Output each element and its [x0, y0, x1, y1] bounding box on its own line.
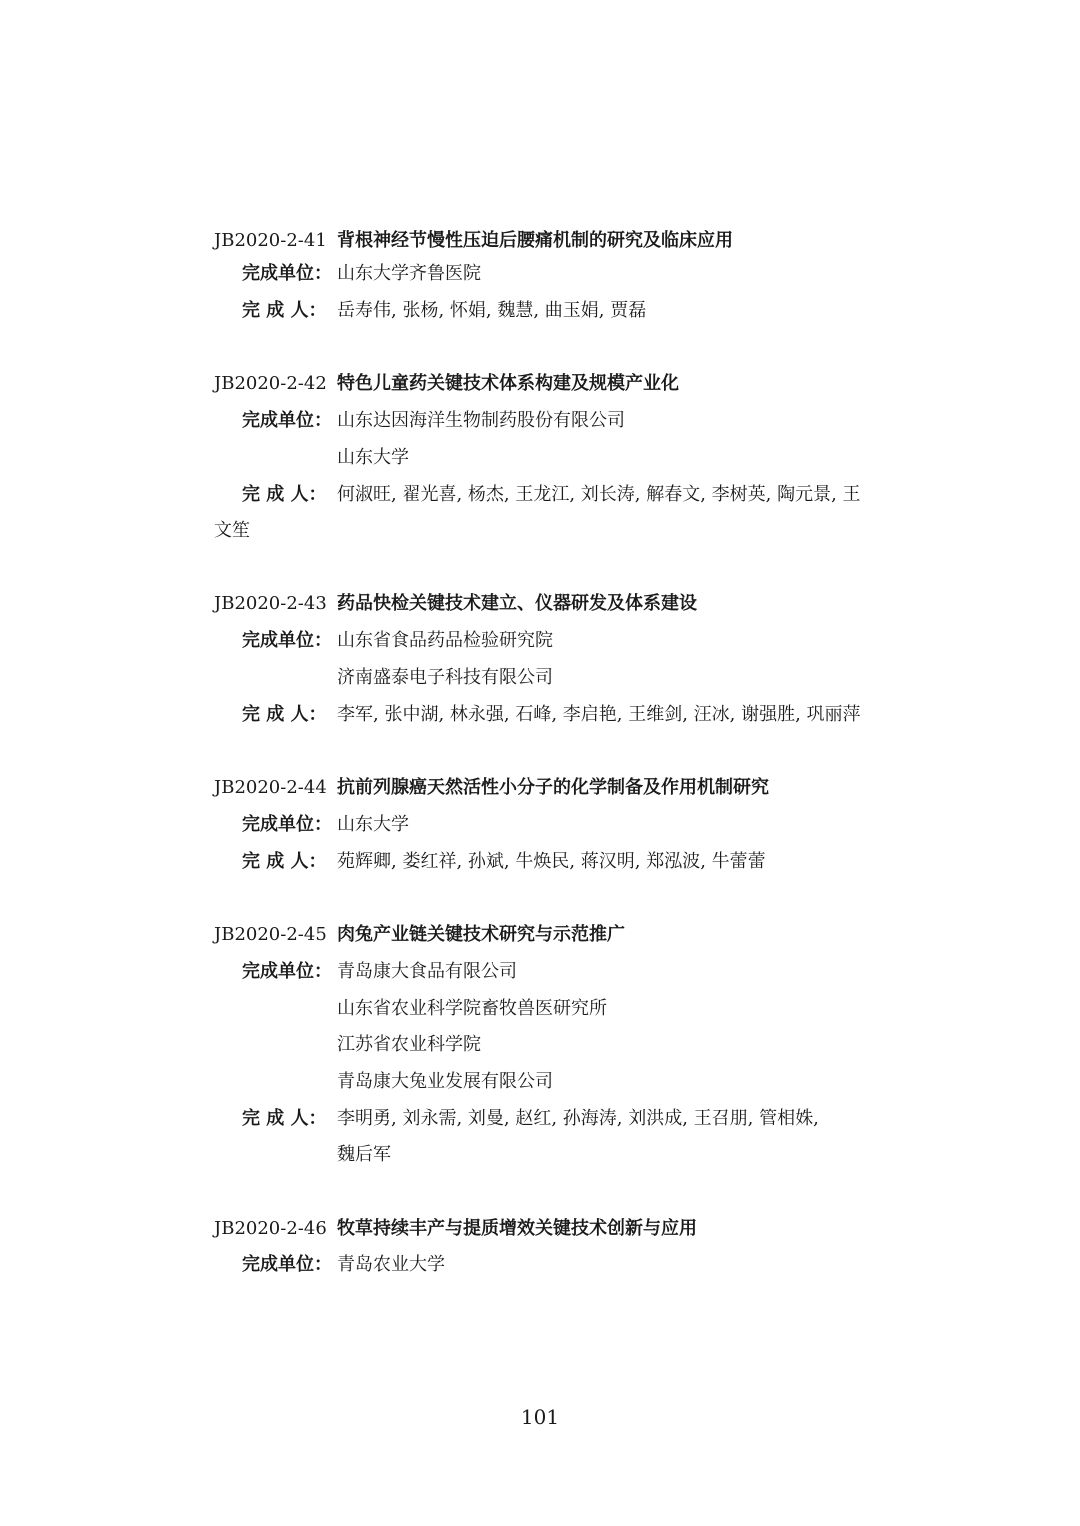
- unit-name: 山东大学: [337, 447, 409, 468]
- project-title: 特色儿童药关键技术体系构建及规模产业化: [337, 373, 679, 394]
- project-title: 牧草持续丰产与提质增效关键技术创新与应用: [337, 1218, 697, 1239]
- unit-name: 山东省食品药品检验研究院: [337, 630, 553, 651]
- project-code: JB2020-2-41: [214, 230, 327, 251]
- unit-name: 青岛农业大学: [337, 1254, 445, 1275]
- project-code: JB2020-2-45: [214, 924, 327, 945]
- people-label: 完 成 人：: [242, 851, 327, 872]
- people-list-continued: 魏后军: [337, 1144, 391, 1165]
- unit-name: 山东大学: [337, 814, 409, 835]
- unit-label: 完成单位：: [242, 814, 332, 835]
- project-code: JB2020-2-44: [214, 777, 327, 798]
- unit-name: 济南盛泰电子科技有限公司: [337, 667, 553, 688]
- unit-label: 完成单位：: [242, 263, 332, 284]
- unit-label: 完成单位：: [242, 410, 332, 431]
- project-title: 背根神经节慢性压迫后腰痛机制的研究及临床应用: [337, 230, 733, 251]
- people-label: 完 成 人：: [242, 704, 327, 725]
- people-list: 岳寿伟, 张杨, 怀娟, 魏慧, 曲玉娟, 贾磊: [337, 300, 647, 321]
- project-code: JB2020-2-43: [214, 593, 327, 614]
- unit-name: 青岛康大兔业发展有限公司: [337, 1071, 553, 1092]
- people-list: 何淑旺, 翟光喜, 杨杰, 王龙江, 刘长涛, 解春文, 李树英, 陶元景, 王: [337, 484, 861, 505]
- unit-name: 山东达因海洋生物制药股份有限公司: [337, 410, 625, 431]
- people-label: 完 成 人：: [242, 484, 327, 505]
- unit-name: 青岛康大食品有限公司: [337, 961, 517, 982]
- project-title: 药品快检关键技术建立、仪器研发及体系建设: [337, 593, 697, 614]
- project-title: 肉兔产业链关键技术研究与示范推广: [337, 924, 625, 945]
- unit-name: 江苏省农业科学院: [337, 1034, 481, 1055]
- people-label: 完 成 人：: [242, 300, 327, 321]
- people-list: 苑辉卿, 娄红祥, 孙斌, 牛焕民, 蒋汉明, 郑泓波, 牛蕾蕾: [337, 851, 766, 872]
- people-list: 李军, 张中湖, 林永强, 石峰, 李启艳, 王维剑, 汪冰, 谢强胜, 巩丽萍: [337, 704, 861, 725]
- unit-name: 山东大学齐鲁医院: [337, 263, 481, 284]
- page-number: 101: [520, 1405, 560, 1429]
- project-title: 抗前列腺癌天然活性小分子的化学制备及作用机制研究: [337, 777, 769, 798]
- unit-label: 完成单位：: [242, 961, 332, 982]
- people-list-continued: 文笙: [214, 520, 250, 541]
- unit-label: 完成单位：: [242, 630, 332, 651]
- project-code: JB2020-2-42: [214, 373, 327, 394]
- unit-label: 完成单位：: [242, 1254, 332, 1275]
- people-list: 李明勇, 刘永需, 刘曼, 赵红, 孙海涛, 刘洪成, 王召朋, 管相姝,: [337, 1108, 819, 1129]
- people-label: 完 成 人：: [242, 1108, 327, 1129]
- project-code: JB2020-2-46: [214, 1218, 327, 1239]
- unit-name: 山东省农业科学院畜牧兽医研究所: [337, 998, 607, 1019]
